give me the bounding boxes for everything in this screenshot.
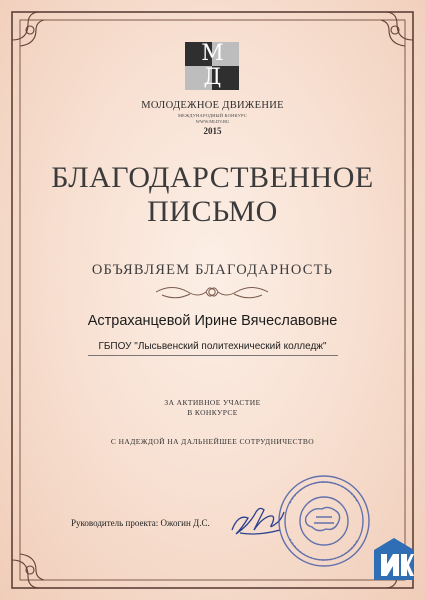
document-title-line2: ПИСЬМО — [147, 195, 278, 228]
college-name: ГБПОУ "Лысьвенский политехнический колледж" — [98, 341, 327, 352]
nk-watermark-logo — [372, 536, 416, 582]
logo-letter-m: М — [201, 41, 224, 66]
md-logo — [185, 42, 241, 92]
announce-heading: ОБЪЯВЛЯЕМ БЛАГОДАРНОСТЬ — [91, 262, 334, 278]
participation-line2: В КОНКУРСЕ — [187, 408, 238, 417]
ornament-divider — [152, 281, 272, 303]
college-underline — [88, 355, 338, 356]
wishes-text: С НАДЕЖДОЙ НА ДАЛЬНЕЙШЕЕ СОТРУДНИЧЕСТВО — [110, 437, 315, 446]
contest-label: МЕЖДУНАРОДНЫЙ КОНКУРС — [177, 113, 248, 118]
round-seal-stamp — [276, 473, 372, 569]
logo-letter-d: Д — [203, 65, 222, 90]
year-text: 2015 — [203, 126, 222, 136]
recipient-name: Астраханцевой Ирине Вячеславовне — [87, 313, 338, 329]
signatory-line: Руководитель проекта: Ожогин Д.С. — [71, 518, 210, 528]
participation-line1: ЗА АКТИВНОЕ УЧАСТИЕ — [164, 398, 261, 407]
organization-name: МОЛОДЕЖНОЕ ДВИЖЕНИЕ — [141, 100, 284, 111]
document-title-line1: БЛАГОДАРСТВЕННОЕ — [51, 161, 374, 194]
website-text: WWW.MLDV.RU — [195, 119, 230, 124]
